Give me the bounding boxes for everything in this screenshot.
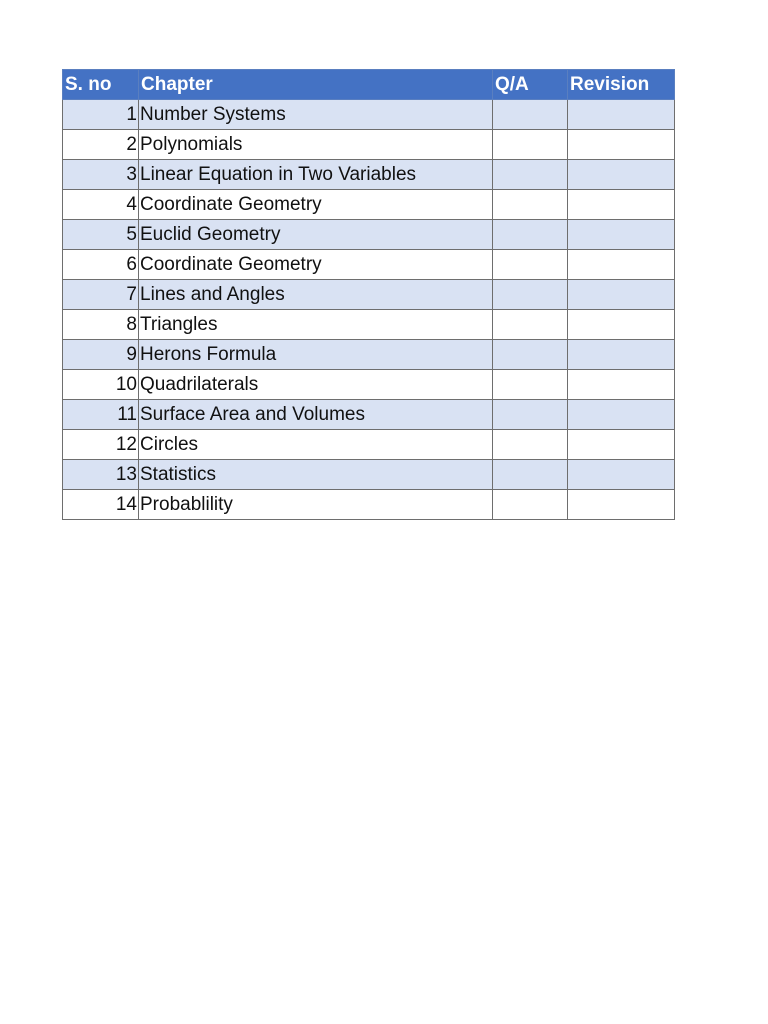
cell-qa[interactable]: [493, 430, 568, 460]
cell-chapter[interactable]: Probablility: [139, 490, 493, 520]
cell-qa[interactable]: [493, 400, 568, 430]
cell-sno[interactable]: 12: [63, 430, 139, 460]
cell-chapter[interactable]: Quadrilaterals: [139, 370, 493, 400]
table-row: [63, 310, 675, 340]
cell-qa[interactable]: [493, 250, 568, 280]
table-row: [63, 160, 675, 190]
cell-sno[interactable]: 9: [63, 340, 139, 370]
cell-revision[interactable]: [568, 310, 675, 340]
cell-chapter[interactable]: Linear Equation in Two Variables: [139, 160, 493, 190]
cell-revision[interactable]: [568, 160, 675, 190]
cell-chapter[interactable]: Number Systems: [139, 100, 493, 130]
cell-sno[interactable]: 1: [63, 100, 139, 130]
cell-qa[interactable]: [493, 340, 568, 370]
cell-revision[interactable]: [568, 220, 675, 250]
cell-sno[interactable]: 10: [63, 370, 139, 400]
table-body: [63, 100, 675, 520]
cell-revision[interactable]: [568, 400, 675, 430]
cell-sno[interactable]: 11: [63, 400, 139, 430]
cell-sno[interactable]: 4: [63, 190, 139, 220]
table-row: [63, 490, 675, 520]
cell-chapter[interactable]: Coordinate Geometry: [139, 190, 493, 220]
table-row: [63, 340, 675, 370]
table-row: [63, 460, 675, 490]
cell-chapter[interactable]: Polynomials: [139, 130, 493, 160]
table-row: [63, 400, 675, 430]
cell-qa[interactable]: [493, 370, 568, 400]
header-revision[interactable]: Revision: [568, 70, 675, 100]
cell-qa[interactable]: [493, 160, 568, 190]
cell-revision[interactable]: [568, 130, 675, 160]
cell-revision[interactable]: [568, 430, 675, 460]
cell-qa[interactable]: [493, 310, 568, 340]
cell-chapter[interactable]: Statistics: [139, 460, 493, 490]
cell-chapter[interactable]: Circles: [139, 430, 493, 460]
cell-revision[interactable]: [568, 250, 675, 280]
cell-qa[interactable]: [493, 220, 568, 250]
cell-qa[interactable]: [493, 100, 568, 130]
header-chapter[interactable]: Chapter: [139, 70, 493, 100]
header-sno[interactable]: S. no: [63, 70, 139, 100]
table-row: [63, 370, 675, 400]
cell-revision[interactable]: [568, 280, 675, 310]
cell-sno[interactable]: 13: [63, 460, 139, 490]
cell-sno[interactable]: 5: [63, 220, 139, 250]
table-row: [63, 220, 675, 250]
table-row: [63, 130, 675, 160]
chapter-table: [62, 69, 675, 520]
cell-sno[interactable]: 7: [63, 280, 139, 310]
cell-qa[interactable]: [493, 280, 568, 310]
cell-qa[interactable]: [493, 190, 568, 220]
table-row: [63, 100, 675, 130]
header-row: [63, 70, 675, 100]
cell-revision[interactable]: [568, 340, 675, 370]
table-header: [63, 70, 675, 100]
table-row: [63, 280, 675, 310]
table-row: [63, 250, 675, 280]
cell-revision[interactable]: [568, 490, 675, 520]
cell-sno[interactable]: 8: [63, 310, 139, 340]
cell-chapter[interactable]: Triangles: [139, 310, 493, 340]
cell-sno[interactable]: 14: [63, 490, 139, 520]
cell-chapter[interactable]: Lines and Angles: [139, 280, 493, 310]
cell-revision[interactable]: [568, 460, 675, 490]
cell-revision[interactable]: [568, 100, 675, 130]
table-row: [63, 190, 675, 220]
cell-chapter[interactable]: Coordinate Geometry: [139, 250, 493, 280]
header-qa[interactable]: Q/A: [493, 70, 568, 100]
cell-revision[interactable]: [568, 190, 675, 220]
cell-chapter[interactable]: Surface Area and Volumes: [139, 400, 493, 430]
cell-qa[interactable]: [493, 130, 568, 160]
cell-qa[interactable]: [493, 490, 568, 520]
cell-sno[interactable]: 6: [63, 250, 139, 280]
cell-chapter[interactable]: Euclid Geometry: [139, 220, 493, 250]
cell-chapter[interactable]: Herons Formula: [139, 340, 493, 370]
table-row: [63, 430, 675, 460]
cell-revision[interactable]: [568, 370, 675, 400]
cell-qa[interactable]: [493, 460, 568, 490]
cell-sno[interactable]: 2: [63, 130, 139, 160]
cell-sno[interactable]: 3: [63, 160, 139, 190]
